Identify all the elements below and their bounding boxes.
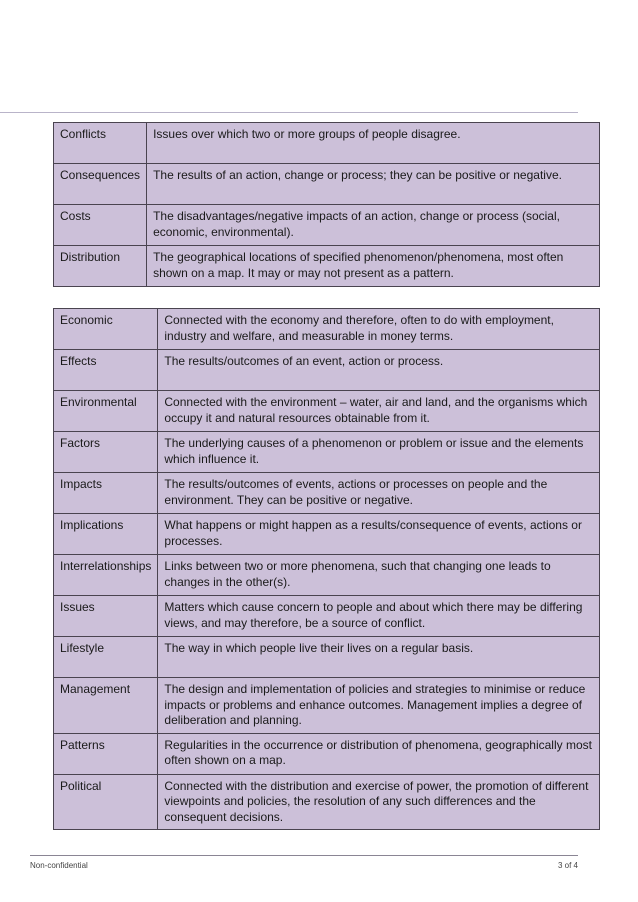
definition-cell: The way in which people live their lives on a regular basis. <box>158 637 600 678</box>
table-row <box>54 555 600 596</box>
table-row <box>54 123 600 164</box>
table-row <box>54 733 600 774</box>
term-cell: Issues <box>54 596 158 637</box>
term-cell: Environmental <box>54 391 158 432</box>
glossary-table-1 <box>53 122 600 287</box>
table-row <box>54 637 600 678</box>
table-row <box>54 391 600 432</box>
definition-cell: Connected with the economy and therefore, often to do with employment, industry and welfare, and measurable in money terms. <box>158 309 600 350</box>
header-rule <box>0 112 578 113</box>
definition-cell: The results/outcomes of events, actions or processes on people and the environment. They can be positive or negative. <box>158 473 600 514</box>
term-cell: Factors <box>54 432 158 473</box>
term-cell: Economic <box>54 309 158 350</box>
footer-classification: Non-confidential <box>30 861 88 870</box>
term-cell: Patterns <box>54 733 158 774</box>
table-row <box>54 246 600 287</box>
table-row <box>54 205 600 246</box>
term-cell: Management <box>54 678 158 734</box>
definition-cell: The disadvantages/negative impacts of an action, change or process (social, economic, environmental). <box>147 205 600 246</box>
term-cell: Interrelationships <box>54 555 158 596</box>
term-cell: Distribution <box>54 246 147 287</box>
definition-cell: Issues over which two or more groups of people disagree. <box>147 123 600 164</box>
term-cell: Impacts <box>54 473 158 514</box>
table-row <box>54 514 600 555</box>
definition-cell: Regularities in the occurrence or distribution of phenomena, geographically most often shown on a map. <box>158 733 600 774</box>
definition-cell: Matters which cause concern to people and about which there may be differing views, and may therefore, be a source of conflict. <box>158 596 600 637</box>
table-row <box>54 309 600 350</box>
term-cell: Implications <box>54 514 158 555</box>
definition-cell: The results/outcomes of an event, action or process. <box>158 350 600 391</box>
footer-page-number: 3 of 4 <box>557 861 578 870</box>
term-cell: Consequences <box>54 164 147 205</box>
table-row <box>54 350 600 391</box>
definition-cell: Links between two or more phenomena, such that changing one leads to changes in the other(s). <box>158 555 600 596</box>
table-row <box>54 164 600 205</box>
table-row <box>54 678 600 734</box>
definition-cell: The design and implementation of policies and strategies to minimise or reduce impacts or problems and enhance outcomes. Management implies a degree of deliberation and planning. <box>158 678 600 734</box>
table-row <box>54 774 600 830</box>
definition-cell: What happens or might happen as a results/consequence of events, actions or processes. <box>158 514 600 555</box>
term-cell: Costs <box>54 205 147 246</box>
definition-cell: The results of an action, change or process; they can be positive or negative. <box>147 164 600 205</box>
table-row <box>54 432 600 473</box>
definition-cell: The geographical locations of specified phenomenon/phenomena, most often shown on a map. It may or may not present as a pattern. <box>147 246 600 287</box>
table-row <box>54 596 600 637</box>
glossary-table-2 <box>53 308 600 830</box>
footer-rule <box>30 855 578 856</box>
term-cell: Conflicts <box>54 123 147 164</box>
term-cell: Effects <box>54 350 158 391</box>
table-row <box>54 473 600 514</box>
definition-cell: Connected with the environment – water, air and land, and the organisms which occupy it and natural resources obtainable from it. <box>158 391 600 432</box>
term-cell: Political <box>54 774 158 830</box>
term-cell: Lifestyle <box>54 637 158 678</box>
definition-cell: Connected with the distribution and exercise of power, the promotion of different viewpoints and policies, the resolution of any such differences and the consequent decisions. <box>158 774 600 830</box>
definition-cell: The underlying causes of a phenomenon or problem or issue and the elements which influence it. <box>158 432 600 473</box>
